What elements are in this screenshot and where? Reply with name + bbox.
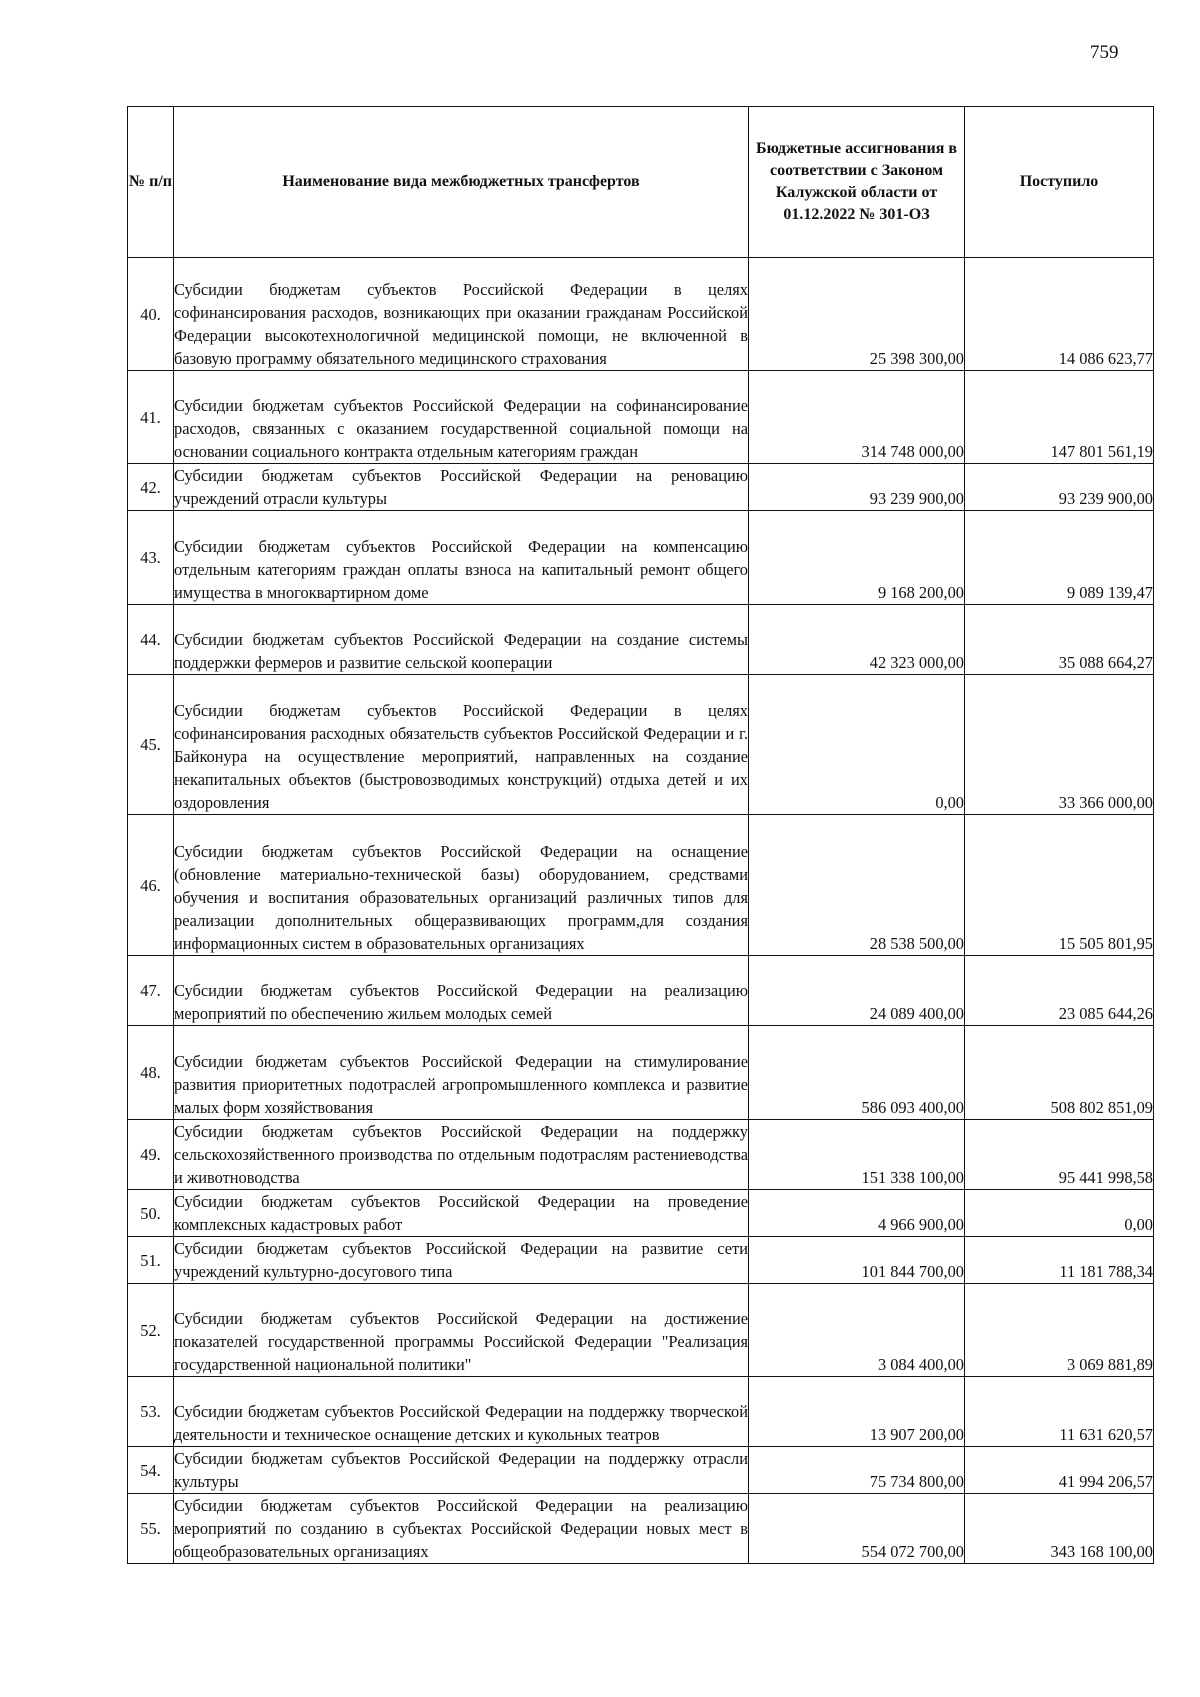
table-row (128, 258, 1154, 371)
row-number: 48. (128, 1026, 174, 1120)
table-row (128, 511, 1154, 605)
row-number: 43. (128, 511, 174, 605)
row-received: 33 366 000,00 (965, 675, 1154, 815)
row-budget: 25 398 300,00 (749, 258, 965, 371)
header-transfer-name: Наименование вида межбюджетных трансфертов (174, 107, 749, 258)
row-received: 14 086 623,77 (965, 258, 1154, 371)
row-name: Субсидии бюджетам субъектов Российской Федерации на реновацию учреждений отрасли культуры (174, 464, 749, 511)
row-budget: 75 734 800,00 (749, 1447, 965, 1494)
header-received: Поступило (965, 107, 1154, 258)
table-row (128, 956, 1154, 1026)
row-budget: 28 538 500,00 (749, 815, 965, 956)
table-row (128, 464, 1154, 511)
row-received: 147 801 561,19 (965, 371, 1154, 464)
row-name: Субсидии бюджетам субъектов Российской Федерации на компенсацию отдельным категориям граждан оплаты взноса на капитальный ремонт общего имущества в многоквартирном доме (174, 511, 749, 605)
table-row (128, 1190, 1154, 1237)
row-name: Субсидии бюджетам субъектов Российской Федерации в целях софинансирования расходов, возникающих при оказании гражданам Российской Федерации высокотехнологичной медицинской помощи, не включенной в базовую программу обязательного медицинского страхования (174, 258, 749, 371)
table-row (128, 675, 1154, 815)
table-row (128, 1447, 1154, 1494)
table-row (128, 1026, 1154, 1120)
row-number: 40. (128, 258, 174, 371)
row-number: 41. (128, 371, 174, 464)
table-row (128, 1120, 1154, 1190)
transfers-table (127, 106, 1154, 1564)
row-name: Субсидии бюджетам субъектов Российской Федерации на реализацию мероприятий по обеспечению жильем молодых семей (174, 956, 749, 1026)
row-budget: 42 323 000,00 (749, 605, 965, 675)
row-received: 95 441 998,58 (965, 1120, 1154, 1190)
row-name: Субсидии бюджетам субъектов Российской Федерации в целях софинансирования расходных обязательств субъектов Российской Федерации и г. Байконура на осуществление мероприятий, направленных на создание некапитальных объектов (быстровозводимых конструкций) отдыха детей и их оздоровления (174, 675, 749, 815)
table-row (128, 1237, 1154, 1284)
row-budget: 9 168 200,00 (749, 511, 965, 605)
row-number: 45. (128, 675, 174, 815)
row-name: Субсидии бюджетам субъектов Российской Федерации на реализацию мероприятий по созданию в субъектах Российской Федерации новых мест в общеобразовательных организациях (174, 1494, 749, 1564)
header-number: № п/п (128, 107, 174, 258)
row-budget: 101 844 700,00 (749, 1237, 965, 1284)
row-number: 44. (128, 605, 174, 675)
row-received: 3 069 881,89 (965, 1284, 1154, 1377)
row-name: Субсидии бюджетам субъектов Российской Федерации на проведение комплексных кадастровых работ (174, 1190, 749, 1237)
row-received: 508 802 851,09 (965, 1026, 1154, 1120)
table-header-row (128, 107, 1154, 258)
row-budget: 3 084 400,00 (749, 1284, 965, 1377)
row-name: Субсидии бюджетам субъектов Российской Федерации на поддержку творческой деятельности и техническое оснащение детских и кукольных театров (174, 1377, 749, 1447)
table-row (128, 815, 1154, 956)
table-row (128, 1494, 1154, 1564)
row-budget: 13 907 200,00 (749, 1377, 965, 1447)
row-received: 0,00 (965, 1190, 1154, 1237)
row-budget: 24 089 400,00 (749, 956, 965, 1026)
row-name: Субсидии бюджетам субъектов Российской Федерации на достижение показателей государственной программы Российской Федерации "Реализация государственной национальной политики" (174, 1284, 749, 1377)
row-budget: 93 239 900,00 (749, 464, 965, 511)
row-name: Субсидии бюджетам субъектов Российской Федерации на стимулирование развития приоритетных подотраслей агропромышленного комплекса и развитие малых форм хозяйствования (174, 1026, 749, 1120)
row-name: Субсидии бюджетам субъектов Российской Федерации на софинансирование расходов, связанных с оказанием государственной социальной помощи на основании социального контракта отдельным категориям граждан (174, 371, 749, 464)
row-name: Субсидии бюджетам субъектов Российской Федерации на поддержку отрасли культуры (174, 1447, 749, 1494)
row-budget: 151 338 100,00 (749, 1120, 965, 1190)
row-name: Субсидии бюджетам субъектов Российской Федерации на поддержку сельскохозяйственного производства по отдельным подотраслям растениеводства и животноводства (174, 1120, 749, 1190)
row-number: 46. (128, 815, 174, 956)
row-number: 51. (128, 1237, 174, 1284)
row-budget: 0,00 (749, 675, 965, 815)
row-received: 35 088 664,27 (965, 605, 1154, 675)
row-received: 11 181 788,34 (965, 1237, 1154, 1284)
row-received: 9 089 139,47 (965, 511, 1154, 605)
row-received: 23 085 644,26 (965, 956, 1154, 1026)
page-number: 759 (1090, 42, 1119, 63)
row-name: Субсидии бюджетам субъектов Российской Федерации на оснащение (обновление материально-технической базы) оборудованием, средствами обучения и воспитания образовательных организаций различных типов для реализации дополнительных общеразвивающих программ,для создания информационных систем в образовательных организациях (174, 815, 749, 956)
row-budget: 554 072 700,00 (749, 1494, 965, 1564)
row-name: Субсидии бюджетам субъектов Российской Федерации на развитие сети учреждений культурно-досугового типа (174, 1237, 749, 1284)
row-number: 50. (128, 1190, 174, 1237)
row-number: 47. (128, 956, 174, 1026)
row-received: 15 505 801,95 (965, 815, 1154, 956)
table-row (128, 371, 1154, 464)
row-number: 54. (128, 1447, 174, 1494)
row-number: 55. (128, 1494, 174, 1564)
table-row (128, 1377, 1154, 1447)
row-received: 41 994 206,57 (965, 1447, 1154, 1494)
row-budget: 4 966 900,00 (749, 1190, 965, 1237)
row-number: 53. (128, 1377, 174, 1447)
row-name: Субсидии бюджетам субъектов Российской Федерации на создание системы поддержки фермеров и развитие сельской кооперации (174, 605, 749, 675)
row-number: 42. (128, 464, 174, 511)
row-number: 49. (128, 1120, 174, 1190)
table-row (128, 1284, 1154, 1377)
header-budget-allocations: Бюджетные ассигнования в соответствии с Законом Калужской области от 01.12.2022 № 301-ОЗ (749, 107, 965, 258)
row-received: 343 168 100,00 (965, 1494, 1154, 1564)
row-received: 93 239 900,00 (965, 464, 1154, 511)
row-received: 11 631 620,57 (965, 1377, 1154, 1447)
row-budget: 314 748 000,00 (749, 371, 965, 464)
row-budget: 586 093 400,00 (749, 1026, 965, 1120)
row-number: 52. (128, 1284, 174, 1377)
table-row (128, 605, 1154, 675)
